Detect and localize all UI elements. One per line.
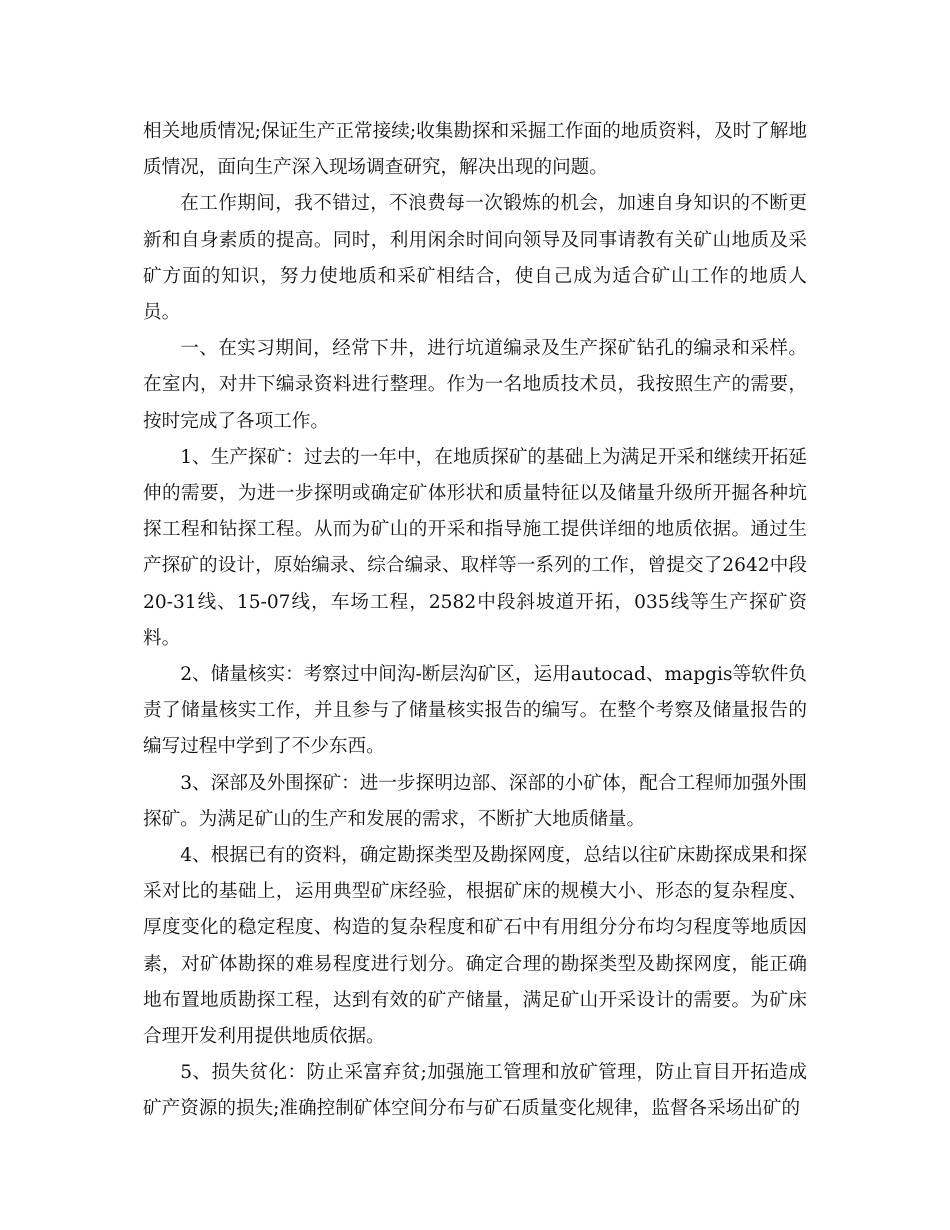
paragraph-loss-dilution: 5、损失贫化：防止采富弃贫;加强施工管理和放矿管理，防止盲目开拓造成矿产资源的损失;准确控制矿体空间分布与矿石质量变化规律，监督各采场出矿的 bbox=[143, 1062, 807, 1120]
document-body bbox=[143, 114, 807, 1128]
paragraph-internship-overview: 一、在实习期间，经常下井，进行坑道编录及生产探矿钻孔的编录和采样。在室内，对井下编录资料进行整理。作为一名地质技术员，我按照生产的需要，按时完成了各项工作。 bbox=[143, 338, 807, 432]
paragraph-reserve-verification: 2、储量核实：考察过中间沟-断层沟矿区，运用autocad、mapgis等软件负责了储量核实工作，并且参与了储量核实报告的编写。在整个考察及储量报告的编写过程中学到了不少东西。 bbox=[143, 664, 807, 758]
paragraph-continuation: 相关地质情况;保证生产正常接续;收集勘探和采掘工作面的地质资料，及时了解地质情况，面向生产深入现场调查研究，解决出现的问题。 bbox=[143, 121, 807, 179]
paragraph-exploration-type: 4、根据已有的资料，确定勘探类型及勘探网度，总结以往矿床勘探成果和探采对比的基础上，运用典型矿床经验，根据矿床的规模大小、形态的复杂程度、厚度变化的稳定程度、构造的复杂程度和矿石中有用组分分布均匀程度等地质因素，对矿体勘探的难易程度进行划分。确定合理的勘探类型及勘探网度，能正确地布置地质勘探工程，达到有效的矿产储量，满足矿山开采设计的需要。为矿床合理开发利用提供地质依据。 bbox=[143, 845, 807, 1048]
paragraph-deep-peripheral-exploration: 3、深部及外围探矿：进一步探明边部、深部的小矿体，配合工程师加强外围探矿。为满足矿山的生产和发展的需求，不断扩大地质储量。 bbox=[143, 772, 807, 830]
paragraph-production-exploration: 1、生产探矿：过去的一年中，在地质探矿的基础上为满足开采和继续开拓延伸的需要，为进一步探明或确定矿体形状和质量特征以及储量升级所开掘各种坑探工程和钻探工程。从而为矿山的开采和指导施工提供详细的地质依据。通过生产探矿的设计，原始编录、综合编录、取样等一系列的工作，曾提交了2642中段20-31线、15-07线，车场工程，2582中段斜坡道开拓，035线等生产探矿资料。 bbox=[143, 446, 807, 649]
paragraph-self-improvement: 在工作期间，我不错过，不浪费每一次锻炼的机会，加速自身知识的不断更新和自身素质的提高。同时，利用闲余时间向领导及同事请教有关矿山地质及采矿方面的知识，努力使地质和采矿相结合，使自己成为适合矿山工作的地质人员。 bbox=[143, 193, 807, 324]
